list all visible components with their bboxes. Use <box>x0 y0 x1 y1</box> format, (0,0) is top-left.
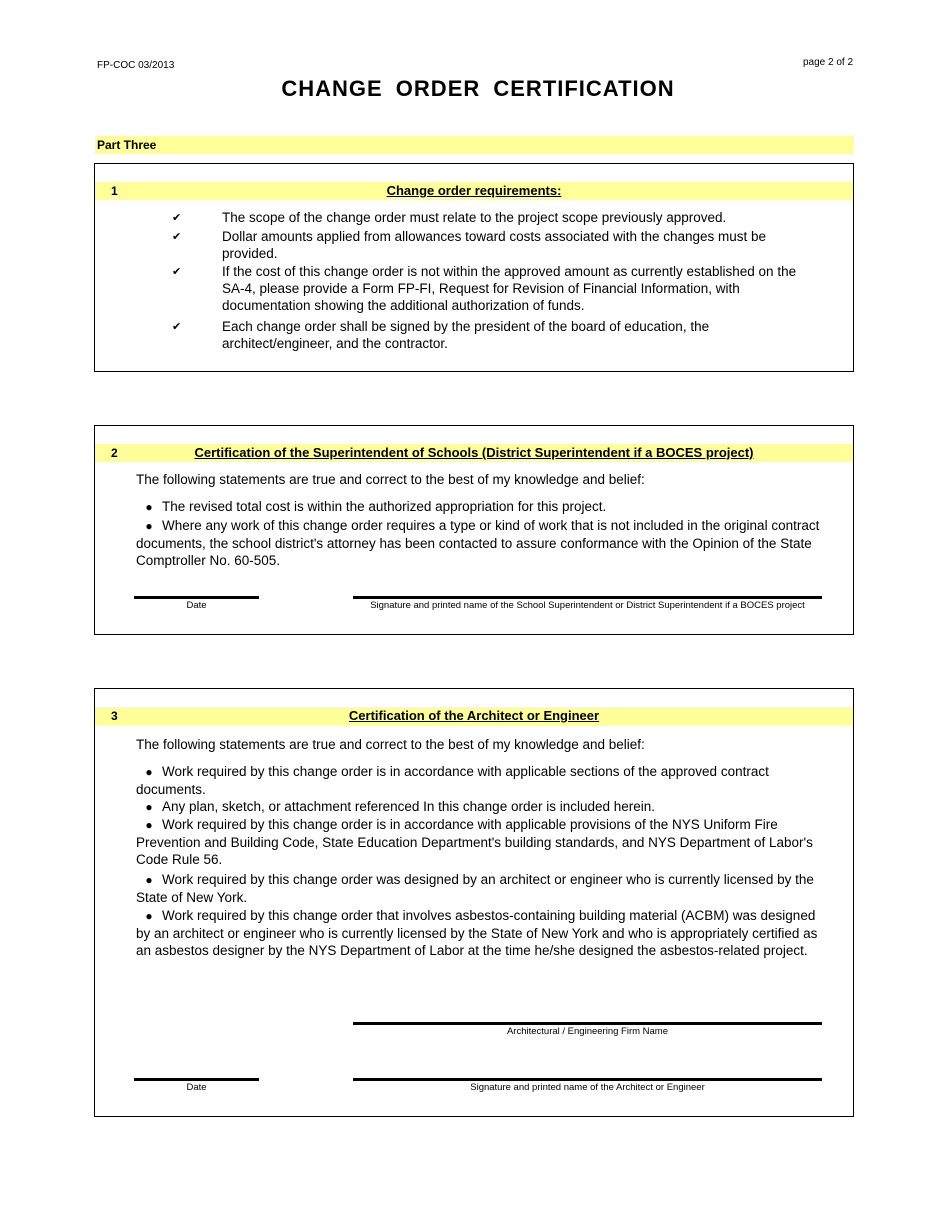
bullet-icon: ● <box>145 800 153 814</box>
bullet-icon: ● <box>145 500 153 514</box>
section-1-title: Change order requirements: <box>386 183 562 198</box>
page-title: CHANGE ORDER CERTIFICATION <box>281 76 675 101</box>
section-2-title: Certification of the Superintendent of Schools (District Superintendent if a BOCES project) <box>194 445 754 460</box>
date-line <box>134 1078 259 1081</box>
section-3-bullet-text: Work required by this change order is in accordance with applicable provisions of the NYS Uniform Fire Prevention and Building Code, State Education Department's building standards, and NYS Department of Labor's Code Rule 56. <box>136 817 813 867</box>
bullet-icon: ● <box>145 519 153 533</box>
bullet-icon: ● <box>145 765 153 779</box>
firm-name-line <box>353 1022 822 1025</box>
section-2-number: 2 <box>111 446 118 460</box>
section-3-bullet-text: Any plan, sketch, or attachment referenced In this change order is included herein. <box>162 799 656 814</box>
section-2-bullet <box>136 498 826 516</box>
part-header-bar <box>95 136 853 154</box>
requirement-item: Each change order shall be signed by the president of the board of education, the architect/engineer, and the contractor. <box>222 319 710 351</box>
section-2-bullet-text: The revised total cost is within the authorized appropriation for this project. <box>162 499 607 514</box>
requirement-item: Dollar amounts applied from allowances toward costs associated with the changes must be provided. <box>222 229 767 261</box>
section-3-bullet <box>136 816 826 868</box>
section-2-bullet <box>136 517 826 569</box>
bullet-icon: ● <box>145 818 153 832</box>
date-line <box>134 596 259 599</box>
bullet-icon: ● <box>145 909 153 923</box>
date-label: Date <box>186 1082 207 1093</box>
section-3-bullet-text: Work required by this change order that involves asbestos-containing building material (ACBM) was designed by an architect or engineer who is currently licensed by the State of New York and who is appropriately certified as an asbestos designer by the NYS Department of Labor at the time he/she designed the asbestos-related project. <box>136 908 818 958</box>
part-label: Part Three <box>97 138 157 152</box>
section-2-intro: The following statements are true and correct to the best of my knowledge and belief: <box>136 472 645 487</box>
section-3-intro: The following statements are true and correct to the best of my knowledge and belief: <box>136 737 645 752</box>
checkmark-icon: ✔ <box>172 266 182 278</box>
section-3-title: Certification of the Architect or Engineer <box>348 708 600 723</box>
checkmark-icon: ✔ <box>172 212 182 224</box>
page-number: page 2 of 2 <box>803 57 854 68</box>
section-2-bullet-text: Where any work of this change order requires a type or kind of work that is not included in the original contract documents, the school district's attorney has been contacted to assure conformance with the Opinion of the State Comptroller No. 60-505. <box>136 518 820 568</box>
signature-line <box>353 1078 822 1081</box>
section-3-bullet <box>136 871 826 906</box>
section-3-number: 3 <box>111 709 118 723</box>
signature-label: Signature and printed name of the Architect or Engineer <box>470 1082 705 1093</box>
date-label: Date <box>186 600 207 611</box>
requirement-item: If the cost of this change order is not within the approved amount as currently established on the SA-4, please provide a Form FP-FI, Request for Revision of Financial Information, with documentation showing the additional authorization of funds. <box>222 264 797 313</box>
firm-name-label: Architectural / Engineering Firm Name <box>506 1026 669 1037</box>
form-id: FP-COC 03/2013 <box>97 60 175 71</box>
requirement-item: The scope of the change order must relate to the project scope previously approved. <box>222 210 727 225</box>
bullet-icon: ● <box>145 873 153 887</box>
checkmark-icon: ✔ <box>172 321 182 333</box>
section-3-bullet-text: Work required by this change order was designed by an architect or engineer who is currently licensed by the State of New York. <box>136 872 814 905</box>
section-3-bullet <box>136 907 826 959</box>
section-1-number: 1 <box>111 184 118 198</box>
section-3-bullet-text: Work required by this change order is in accordance with applicable sections of the approved contract documents. <box>136 764 769 797</box>
section-3-bullet <box>136 798 826 816</box>
section-3-bullet <box>136 763 826 798</box>
checkmark-icon: ✔ <box>172 231 182 243</box>
signature-line <box>353 596 822 599</box>
signature-label: Signature and printed name of the School Superintendent or District Superintendent if a BOCES project <box>370 600 805 611</box>
